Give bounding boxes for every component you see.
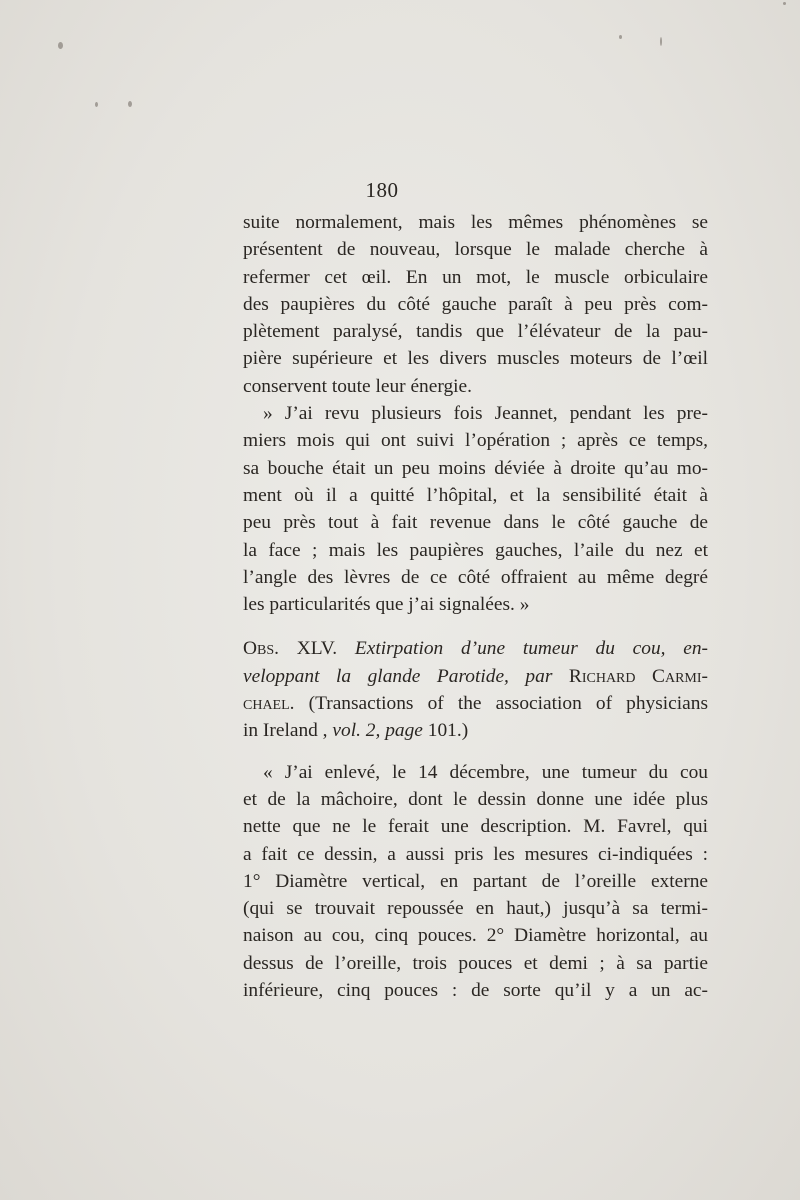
observation-title: Extirpation d’une tumeur du cou, en- [354,638,708,660]
text-line: 1° Diamètre vertical, en partant de l’oreille externe [243,870,708,892]
observation-heading [243,635,708,744]
paper-fleck [619,35,622,39]
text-line: « J’ai enlevé, le 14 décembre, une tumeur du cou [263,761,708,783]
text-line: l’angle des lèvres de ce côté offraient au même degré [243,566,708,588]
text-line: des paupières du côté gauche paraît à peu près com- [243,293,708,315]
paper-fleck [660,37,662,46]
text-line: (qui se trouvait repoussée en haut,) jusqu’à sa termi- [243,898,708,920]
reference-volume-label: vol. [332,720,361,742]
observation-author: Richard Carmi- [568,665,708,687]
page-number: 180 [365,178,399,202]
observation-reference: in Ireland , [243,720,328,742]
reference-page-label: page [385,720,423,742]
observation-line [243,663,708,690]
paragraph-continuation [243,209,708,400]
body-text [243,209,708,1004]
text-line: plètement paralysé, tandis que l’élévateur de la pau- [243,321,708,343]
reference-page-number: 101.) [427,720,469,742]
text-line: ment où il a quitté l’hôpital, et la sensibilité était à [243,484,708,506]
paragraph-quote [243,400,708,618]
text-line: naison au cou, cinq pouces. 2° Diamètre horizontal, au [243,925,708,947]
text-line: miers mois qui ont suivi l’opération ; après ce temps, [243,430,708,452]
observation-title: veloppant la glande Parotide, par [243,665,553,687]
reference-volume-number: 2, [365,720,381,742]
text-line: nette que ne le ferait une description. M. Favrel, qui [243,816,708,838]
paper-fleck [58,42,63,49]
paper-fleck [783,2,786,5]
text-line: sa bouche était un peu moins déviée à droite qu’au mo- [243,457,708,479]
text-line: a fait ce dessin, a aussi pris les mesures ci-indiquées : [243,843,708,865]
paper-fleck [95,102,98,107]
text-line: la face ; mais les paupières gauches, l’aile du nez et [243,539,708,561]
observation-reference: (Transactions of the association of physicians [308,693,708,715]
text-line: inférieure, cinq pouces : de sorte qu’il y a un ac- [243,980,708,1002]
text-line: conservent toute leur énergie. [243,375,473,397]
paragraph-observation [243,759,708,1005]
text-line: peu près tout à fait revenue dans le côté gauche de [243,512,708,534]
text-line: les particularités que j’ai signalées. » [243,594,530,616]
text-line: » J’ai revu plusieurs fois Jeannet, pendant les pre- [263,403,708,425]
observation-line [243,635,708,662]
text-line: refermer cet œil. En un mot, le muscle orbiculaire [243,266,708,288]
text-line: présentent de nouveau, lorsque le malade cherche à [243,239,708,261]
observation-line [243,717,708,744]
text-line: dessus de l’oreille, trois pouces et demi ; à sa partie [243,952,708,974]
observation-label: Obs. XLV. [243,638,338,660]
paragraph-spacer [243,618,708,635]
paper-fleck [128,101,132,107]
paragraph-spacer [243,745,708,759]
text-line: pière supérieure et les divers muscles moteurs de l’œil [243,348,708,370]
text-line: suite normalement, mais les mêmes phénomènes se [243,212,708,233]
observation-line [243,690,708,717]
observation-author: chael. [243,693,295,715]
text-line: et de la mâchoire, dont le dessin donne une idée plus [243,788,708,810]
